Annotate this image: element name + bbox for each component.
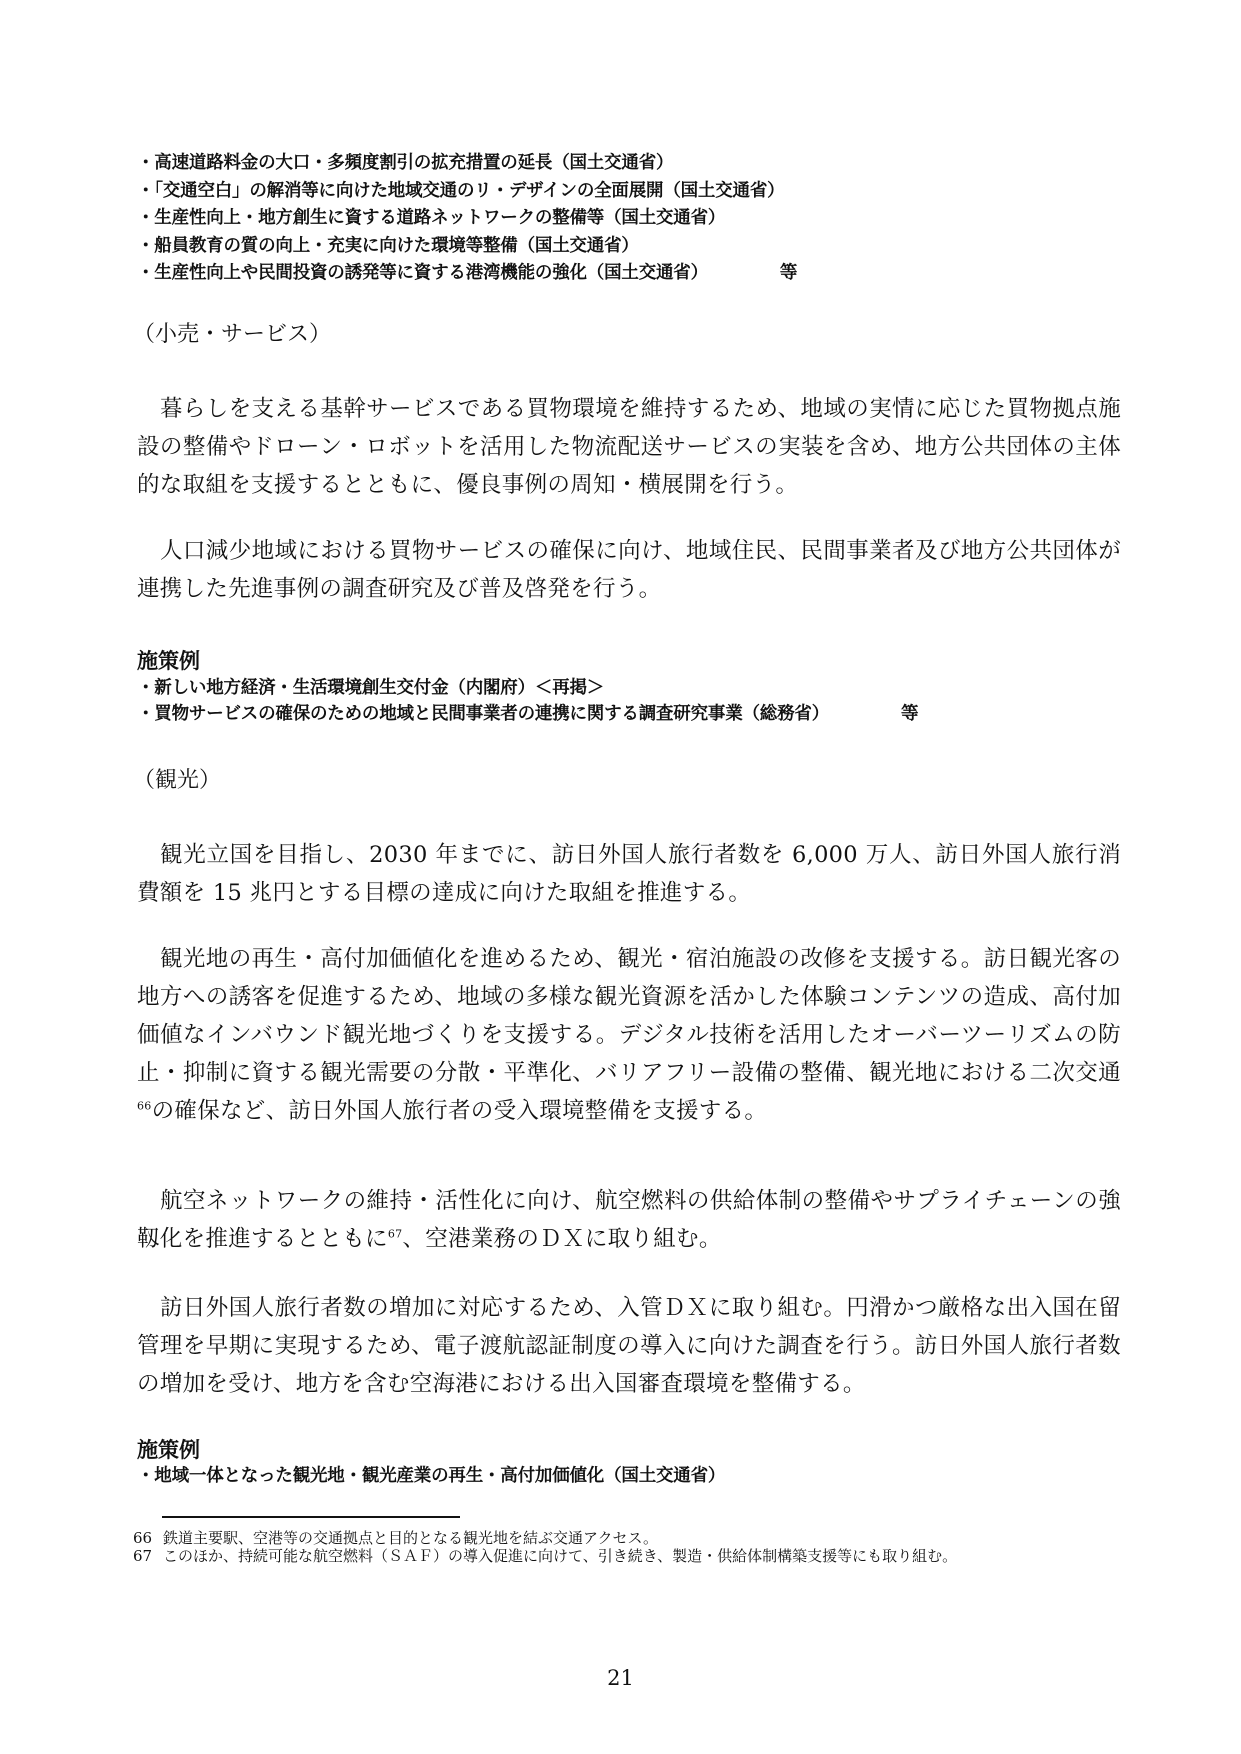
footnotes	[133, 1529, 1093, 1565]
retail-paragraph-2: 人口減少地域における買物サービスの確保に向け、地域住民、民間事業者及び地方公共団体が連携した先進事例の調査研究及び普及啓発を行う。	[137, 538, 1121, 602]
footnote-text: 鉄道主要駅、空港等の交通拠点と目的となる観光地を結ぶ交通アクセス。	[163, 1529, 659, 1547]
policy-examples-list	[137, 1463, 1137, 1489]
policy-bullet	[137, 701, 1137, 727]
footnote-ref: 66	[137, 1099, 152, 1113]
policy-bullet: ・生産性向上・地方創生に資する道路ネットワークの整備等（国土交通省）	[137, 208, 726, 228]
policy-bullet-text: ・買物サービスの確保のための地域と民間事業者の連携に関する調査研究事業（総務省）	[137, 704, 829, 724]
tourism-paragraph-3	[137, 1182, 1121, 1258]
policy-bullet-list-top	[137, 150, 1137, 288]
etc-marker: 等	[901, 704, 919, 724]
paragraph-text: 、空港業務のＤＸに取り組む。	[402, 1226, 722, 1252]
policy-bullet: ・地域一体となった観光地・観光産業の再生・高付加価値化（国土交通省）	[137, 1466, 726, 1486]
paragraph-text: の確保など、訪日外国人旅行者の受入環境整備を支援する。	[151, 1098, 768, 1124]
tourism-paragraph-2	[137, 940, 1121, 1130]
policy-examples-list	[137, 675, 1137, 727]
paragraph-text: 観光地の再生・高付加価値化を進めるため、観光・宿泊施設の改修を支援する。訪日観光客の地方への誘客を促進するため、地域の多様な観光資源を活かした体験コンテンツの造成、高付加価値なインバウンド観光地づくりを支援する。デジタル技術を活用したオーバーツーリズムの防止・抑制に資する観光需要の分散・平準化、バリアフリー設備の整備、観光地における二次交通	[137, 946, 1121, 1086]
policy-bullet-text: ・生産性向上や民間投資の誘発等に資する港湾機能の強化（国土交通省）	[137, 263, 708, 283]
policy-bullet: ・新しい地方経済・生活環境創生交付金（内閣府）＜再掲＞	[137, 678, 605, 698]
retail-paragraph-1: 暮らしを支える基幹サービスである買物環境を維持するため、地域の実情に応じた買物拠点施設の整備やドローン・ロボットを活用した物流配送サービスの実装を含め、地方公共団体の主体的な取組を支援するとともに、優良事例の周知・横展開を行う。	[137, 396, 1121, 498]
footnote-divider	[162, 1516, 460, 1518]
footnote	[133, 1529, 1093, 1547]
footnote-text: このほか、持続可能な航空燃料（ＳＡＦ）の導入促進に向けて、引き続き、製造・供給体制構築支援等にも取り組む。	[163, 1547, 958, 1565]
section-heading-retail: （小売・サービス）	[133, 322, 332, 347]
policy-bullet	[137, 260, 1137, 288]
footnote	[133, 1547, 1093, 1565]
policy-bullet: ・「交通空白」の解消等に向けた地域交通のリ・デザインの全面展開（国土交通省）	[137, 180, 785, 201]
section-heading-tourism: （観光）	[133, 768, 222, 793]
policy-examples-title: 施策例	[137, 1438, 200, 1462]
footnote-ref: 67	[387, 1227, 403, 1241]
tourism-paragraph-4: 訪日外国人旅行者数の増加に対応するため、入管ＤＸに取り組む。円滑かつ厳格な出入国在留管理を早期に実現するため、電子渡航認証制度の導入に向けた調査を行う。訪日外国人旅行者数の増加を受け、地方を含む空海港における出入国審査環境を整備する。	[137, 1295, 1121, 1397]
footnote-number: 67	[133, 1547, 153, 1565]
etc-marker: 等	[779, 263, 798, 283]
page-number: 21	[607, 1666, 634, 1690]
policy-bullet: ・船員教育の質の向上・充実に向けた環境等整備（国土交通省）	[137, 235, 639, 256]
footnote-number: 66	[133, 1529, 153, 1547]
policy-bullet: ・高速道路料金の大口・多頻度割引の拡充措置の延長（国土交通省）	[137, 153, 674, 173]
paragraph-text: 航空ネットワークの維持・活性化に向け、航空燃料の供給体制の整備やサプライチェーンの強靱化を推進するとともに	[137, 1188, 1121, 1252]
policy-examples-title: 施策例	[137, 649, 200, 673]
tourism-paragraph-1: 観光立国を目指し、2030 年までに、訪日外国人旅行者数を 6,000 万人、訪日外国人旅行消費額を 15 兆円とする目標の達成に向けた取組を推進する。	[137, 842, 1121, 906]
